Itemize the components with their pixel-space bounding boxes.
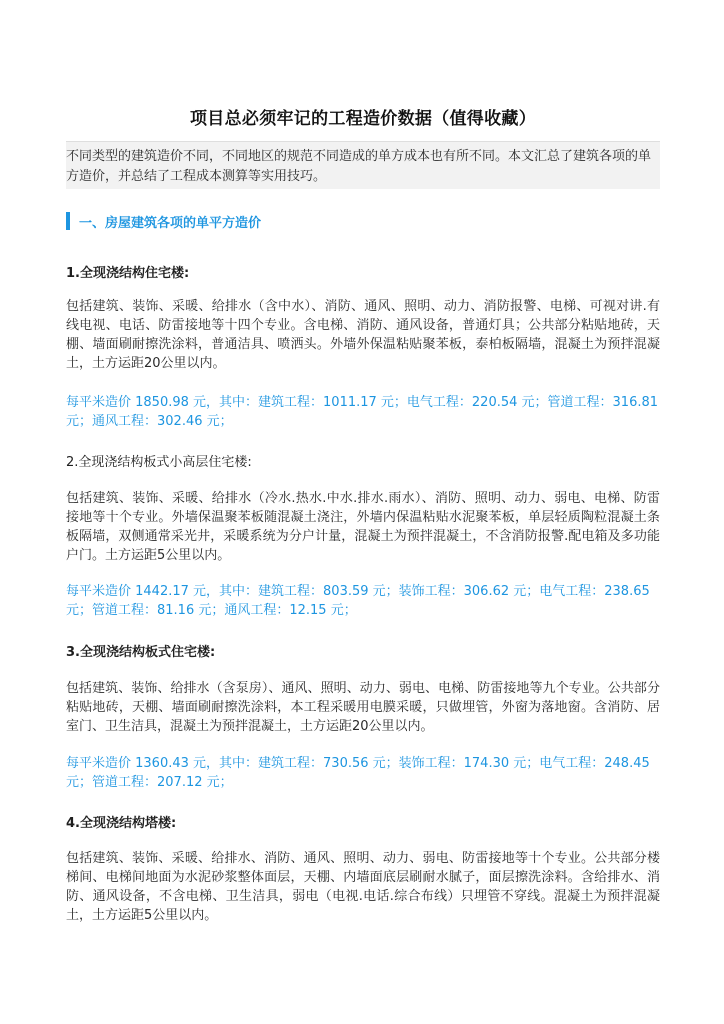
intro-summary: 不同类型的建筑造价不同，不同地区的规范不同造成的单方成本也有所不同。本文汇总了建筑各项的单方造价，并总结了工程成本测算等实用技巧。 <box>66 141 660 189</box>
section-accent-bar <box>66 212 70 230</box>
item-heading: 4.全现浇结构塔楼: <box>66 816 177 831</box>
item-cost: 每平米造价 1360.43 元，其中：建筑工程：730.56 元；装饰工程：174.30 元；电气工程：248.45 元；管道工程：207.12 元； <box>66 756 650 790</box>
item-description: 包括建筑、装饰、采暖、给排水（冷水.热水.中水.排水.雨水）、消防、照明、动力、弱电、电梯、防雷接地等十个专业。外墙保温聚苯板随混凝土浇注，外墙内保温粘贴水泥聚苯板，单层轻质陶粒混凝土条板隔墙，双侧通常采光井，采暖系统为分户计量，混凝土为预拌混凝土，不含消防报警.配电箱及多功能户门。土方运距5公里以内。 <box>66 491 660 563</box>
item-cost: 每平米造价 1442.17 元，其中：建筑工程：803.59 元；装饰工程：306.62 元；电气工程：238.65 元；管道工程：81.16 元；通风工程：12.15 元； <box>66 584 650 618</box>
item-cost: 每平米造价 1850.98 元，其中：建筑工程：1011.17 元；电气工程：220.54 元；管道工程：316.81 元；通风工程：302.46 元； <box>66 395 659 429</box>
page-title: 项目总必须牢记的工程造价数据（值得收藏） <box>190 109 536 129</box>
item-heading: 3.全现浇结构板式住宅楼: <box>66 645 216 660</box>
item-description: 包括建筑、装饰、采暖、给排水、消防、通风、照明、动力、弱电、防雷接地等十个专业。公共部分楼梯间、电梯间地面为水泥砂浆整体面层，天棚、内墙面底层刷耐水腻子，面层擦洗涂料。含给排水、消防、通风设备，不含电梯、卫生洁具，弱电（电视.电话.综合布线）只埋管不穿线。混凝土为预拌混凝土，土方运距5公里以内。 <box>66 851 660 923</box>
item-description: 包括建筑、装饰、采暖、给排水（含中水）、消防、通风、照明、动力、消防报警、电梯、可视对讲.有线电视、电话、防雷接地等十四个专业。含电梯、消防、通风设备，普通灯具；公共部分粘贴地砖，天棚、墙面刷耐擦洗涂料，普通洁具、喷洒头。外墙外保温粘贴聚苯板，泰柏板隔墙，混凝土为预拌混凝土，土方运距20公里以内。 <box>66 299 660 371</box>
item-heading: 2.全现浇结构板式小高层住宅楼: <box>66 455 252 470</box>
section-heading-text: 一、房屋建筑各项的单平方造价 <box>79 215 262 231</box>
item-description: 包括建筑、装饰、给排水（含泵房）、通风、照明、动力、弱电、电梯、防雷接地等九个专业。公共部分粘贴地砖，天棚、墙面刷耐擦洗涂料，本工程采暖用电膜采暖，只做埋管，外窗为落地窗。含消防、居室门、卫生洁具，混凝土为预拌混凝土，土方运距20公里以内。 <box>66 681 660 734</box>
item-heading: 1.全现浇结构住宅楼: <box>66 266 190 281</box>
section-heading <box>66 211 261 231</box>
